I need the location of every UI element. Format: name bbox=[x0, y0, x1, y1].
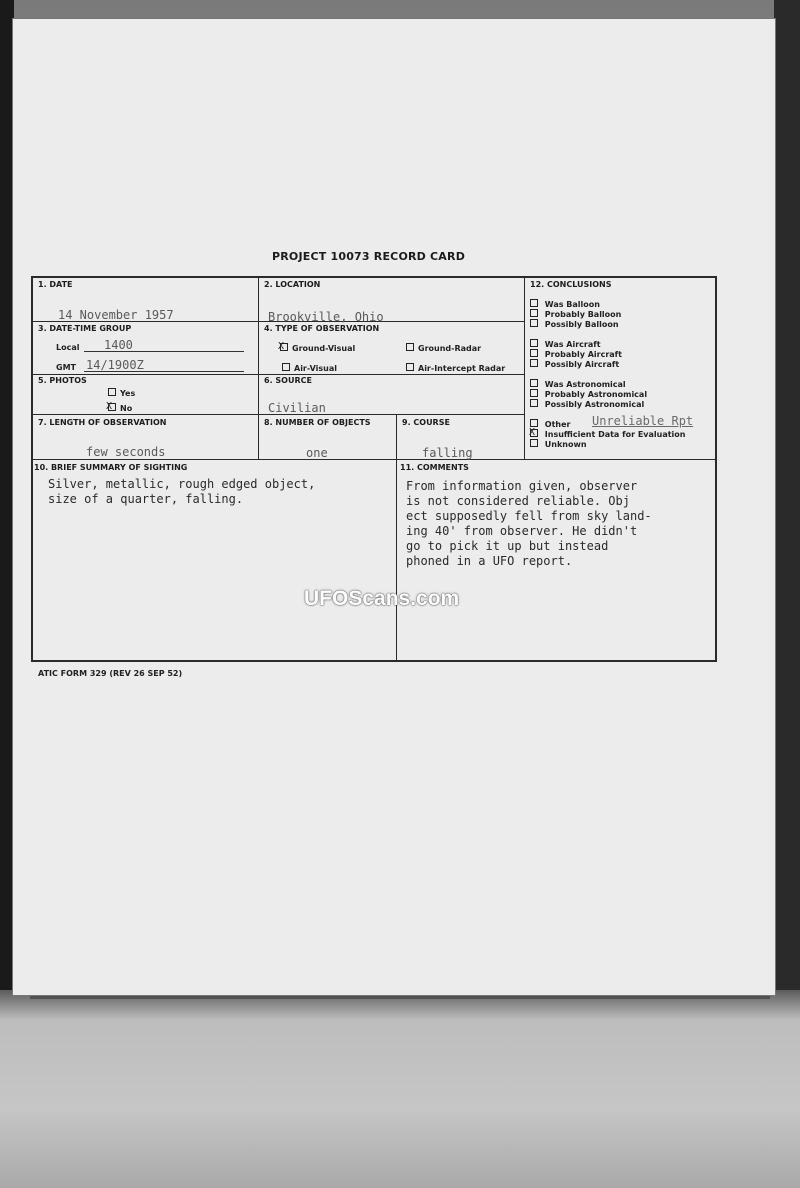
ground-visual-label: Ground-Visual bbox=[292, 344, 356, 353]
summary-label: 10. BRIEF SUMMARY OF SIGHTING bbox=[34, 463, 188, 472]
comments-line-4: ing 40' from observer. He didn't bbox=[406, 524, 638, 538]
conclusion-other[interactable]: Other bbox=[530, 419, 571, 430]
photos-no-check-mark: X bbox=[106, 401, 113, 412]
photos-yes-label: Yes bbox=[120, 389, 136, 398]
num-objects-label: 8. NUMBER OF OBJECTS bbox=[264, 418, 371, 427]
divider-v-objects bbox=[258, 414, 259, 459]
card-title: PROJECT 10073 RECORD CARD bbox=[272, 250, 466, 263]
gmt-label: GMT bbox=[56, 363, 76, 372]
comments-line-1: From information given, observer bbox=[406, 479, 638, 493]
source-value: Civilian bbox=[268, 401, 326, 415]
divider-v-right bbox=[524, 277, 525, 460]
ground-radar-label: Ground-Radar bbox=[418, 344, 482, 353]
ground-radar-option[interactable] bbox=[406, 343, 481, 353]
checkbox-icon[interactable] bbox=[108, 388, 116, 396]
photos-yes-option[interactable] bbox=[108, 388, 135, 398]
checkbox-icon[interactable] bbox=[530, 389, 538, 397]
ground-visual-check-mark: X bbox=[278, 341, 285, 352]
length-label: 7. LENGTH OF OBSERVATION bbox=[38, 418, 167, 427]
course-value: falling bbox=[422, 446, 473, 460]
conclusions-label: 12. CONCLUSIONS bbox=[530, 280, 612, 289]
local-value: 1400 bbox=[104, 338, 133, 352]
conclusion-was-balloon[interactable]: Was Balloon bbox=[530, 299, 600, 310]
conclusion-probably-aircraft[interactable]: Probably Aircraft bbox=[530, 349, 622, 360]
air-visual-label: Air-Visual bbox=[294, 364, 338, 373]
watermark: UFOScans.com bbox=[304, 587, 460, 610]
divider-h-4 bbox=[32, 459, 716, 460]
conclusion-probably-astronomical[interactable]: Probably Astronomical bbox=[530, 389, 647, 400]
air-intercept-radar-option[interactable] bbox=[406, 363, 505, 373]
checkbox-icon[interactable] bbox=[530, 349, 538, 357]
gmt-value: 14/1900Z bbox=[86, 358, 144, 372]
divider-h-2 bbox=[32, 374, 524, 375]
form-id: ATIC FORM 329 (REV 26 SEP 52) bbox=[38, 669, 183, 678]
source-label: 6. SOURCE bbox=[264, 376, 312, 385]
length-value: few seconds bbox=[86, 445, 166, 459]
observation-type-label: 4. TYPE OF OBSERVATION bbox=[264, 324, 380, 333]
checkbox-icon[interactable] bbox=[406, 363, 414, 371]
checkbox-icon[interactable] bbox=[530, 319, 538, 327]
comments-line-3: ect supposedly fell from sky land- bbox=[406, 509, 652, 523]
checkbox-icon[interactable] bbox=[530, 379, 538, 387]
divider-v-middle bbox=[396, 414, 397, 661]
dtg-label: 3. DATE-TIME GROUP bbox=[38, 324, 132, 333]
conclusion-possibly-astronomical[interactable]: Possibly Astronomical bbox=[530, 399, 644, 410]
conclusion-possibly-balloon[interactable]: Possibly Balloon bbox=[530, 319, 619, 330]
checkbox-icon[interactable] bbox=[530, 339, 538, 347]
checkbox-icon[interactable] bbox=[406, 343, 414, 351]
conclusion-was-aircraft[interactable]: Was Aircraft bbox=[530, 339, 601, 350]
location-value: Brookville, Ohio bbox=[268, 310, 384, 324]
date-label: 1. DATE bbox=[38, 280, 73, 289]
local-label: Local bbox=[56, 343, 80, 352]
summary-line-2: size of a quarter, falling. bbox=[48, 492, 244, 506]
checkbox-icon[interactable] bbox=[530, 309, 538, 317]
photos-label: 5. PHOTOS bbox=[38, 376, 87, 385]
air-visual-option[interactable] bbox=[282, 363, 337, 373]
comments-line-5: go to pick it up but instead bbox=[406, 539, 609, 553]
comments-label: 11. COMMENTS bbox=[400, 463, 469, 472]
summary-line-1: Silver, metallic, rough edged object, bbox=[48, 477, 316, 491]
insufficient-data-check-mark: X bbox=[529, 427, 536, 438]
air-intercept-radar-label: Air-Intercept Radar bbox=[418, 364, 506, 373]
ground-visual-option[interactable] bbox=[280, 343, 355, 353]
checkbox-icon[interactable] bbox=[530, 439, 538, 447]
num-objects-value: one bbox=[306, 446, 328, 460]
comments-line-6: phoned in a UFO report. bbox=[406, 554, 573, 568]
date-value: 14 November 1957 bbox=[58, 308, 174, 322]
comments-line-2: is not considered reliable. Obj bbox=[406, 494, 630, 508]
checkbox-icon[interactable] bbox=[530, 399, 538, 407]
photos-no-label: No bbox=[120, 404, 133, 413]
checkbox-icon[interactable] bbox=[530, 299, 538, 307]
conclusion-possibly-aircraft[interactable]: Possibly Aircraft bbox=[530, 359, 619, 370]
conclusion-unknown[interactable]: Unknown bbox=[530, 439, 587, 450]
location-label: 2. LOCATION bbox=[264, 280, 321, 289]
conclusion-probably-balloon[interactable]: Probably Balloon bbox=[530, 309, 621, 320]
checkbox-icon[interactable] bbox=[530, 359, 538, 367]
conclusion-other-value: Unreliable Rpt bbox=[592, 414, 694, 428]
conclusion-was-astronomical[interactable]: Was Astronomical bbox=[530, 379, 626, 390]
checkbox-icon[interactable] bbox=[282, 363, 290, 371]
lower-background bbox=[0, 990, 800, 1188]
course-label: 9. COURSE bbox=[402, 418, 450, 427]
conclusion-insufficient-data[interactable]: Insufficient Data for Evaluation bbox=[530, 429, 686, 440]
